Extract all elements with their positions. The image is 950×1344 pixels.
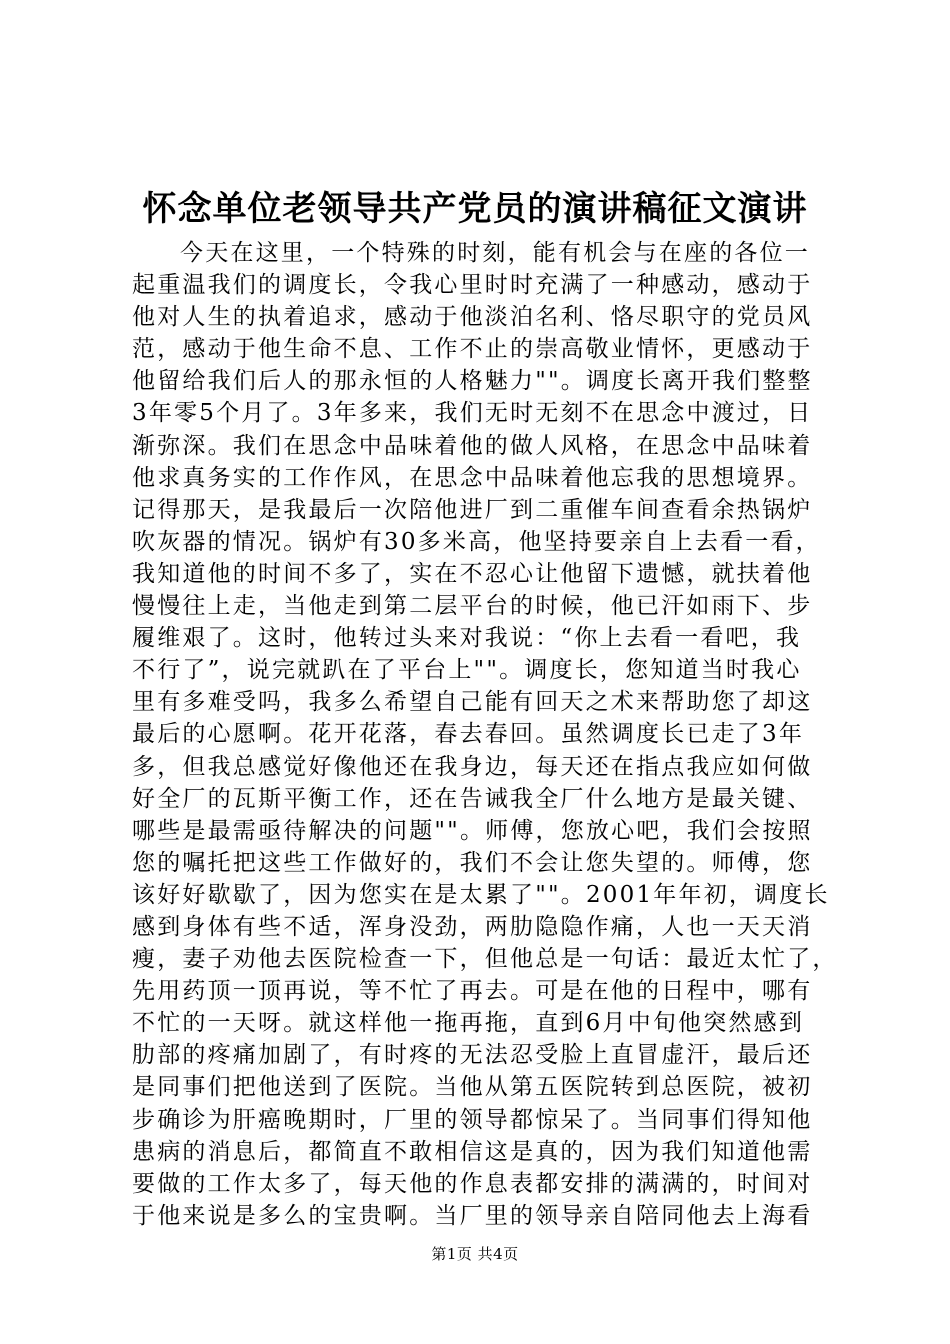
paragraph-line: 今天在这里，一个特殊的时刻，能有机会与在座的各位一 bbox=[180, 240, 810, 266]
paragraph-line: 吹灰器的情况。锅炉有30多米高，他坚持要亲自上去看一看， bbox=[132, 528, 821, 555]
paragraph-line: 慢慢往上走，当他走到第二层平台的时候，他已汗如雨下、步 bbox=[132, 593, 813, 620]
paragraph-line: 患病的消息后，都简直不敢相信这是真的，因为我们知道他需 bbox=[132, 1138, 813, 1165]
paragraph-line: 于他来说是多么的宝贵啊。当厂里的领导亲自陪同他去上海看 bbox=[132, 1202, 813, 1229]
paragraph-line: 好全厂的瓦斯平衡工作，还在告诫我全厂什么地方是最关键、 bbox=[132, 785, 813, 812]
paragraph-line: 肋部的疼痛加剧了，有时疼的无法忍受脸上直冒虚汗，最后还 bbox=[132, 1042, 813, 1069]
paragraph-line: 步确诊为肝癌晚期时，厂里的领导都惊呆了。当同事们得知他 bbox=[132, 1106, 813, 1133]
paragraph-line: 是同事们把他送到了医院。当他从第五医院转到总医院，被初 bbox=[132, 1074, 813, 1101]
paragraph-line: 他对人生的执着追求，感动于他淡泊名利、恪尽职守的党员风 bbox=[132, 304, 813, 331]
paragraph-line: 该好好歇歇了，因为您实在是太累了""。2001年年初，调度长 bbox=[132, 881, 830, 908]
paragraph-line: 瘦，妻子劝他去医院检查一下，但他总是一句话：最近太忙了， bbox=[132, 946, 838, 973]
paragraph-line: 您的嘱托把这些工作做好的，我们不会让您失望的。师傅，您 bbox=[132, 849, 813, 876]
paragraph-line: 多，但我总感觉好像他还在我身边，每天还在指点我应如何做 bbox=[132, 753, 813, 780]
paragraph-line: 履维艰了。这时，他转过头来对我说：“你上去看一看吧，我 bbox=[132, 625, 802, 652]
paragraph-line: 起重温我们的调度长，令我心里时时充满了一种感动，感动于 bbox=[132, 272, 813, 299]
paragraph-line: 哪些是最需亟待解决的问题""。师傅，您放心吧，我们会按照 bbox=[132, 817, 813, 844]
paragraph-line: 他求真务实的工作作风，在思念中品味着他忘我的思想境界。 bbox=[132, 464, 813, 491]
paragraph-line: 记得那天，是我最后一次陪他进厂到二重催车间查看余热锅炉 bbox=[132, 496, 813, 523]
paragraph-line: 最后的心愿啊。花开花落，春去春回。虽然调度长已走了3年 bbox=[132, 721, 805, 748]
document-title: 怀念单位老领导共产党员的演讲稿征文演讲 bbox=[142, 189, 808, 229]
paragraph-line: 不忙的一天呀。就这样他一拖再拖，直到6月中旬他突然感到 bbox=[132, 1010, 805, 1037]
paragraph-line: 我知道他的时间不多了，实在不忍心让他留下遗憾，就扶着他 bbox=[132, 560, 813, 587]
body-paragraph bbox=[132, 237, 842, 1232]
paragraph-line: 范，感动于他生命不息、工作不止的崇高敬业情怀，更感动于 bbox=[132, 336, 813, 363]
paragraph-line: 先用药顶一顶再说，等不忙了再去。可是在他的日程中，哪有 bbox=[132, 978, 813, 1005]
paragraph-line: 3年零5个月了。3年多来，我们无时无刻不在思念中渡过，日 bbox=[132, 400, 813, 427]
paragraph-line: 里有多难受吗，我多么希望自己能有回天之术来帮助您了却这 bbox=[132, 689, 813, 716]
paragraph-line: 渐弥深。我们在思念中品味着他的做人风格，在思念中品味着 bbox=[132, 432, 813, 459]
paragraph-line: 他留给我们后人的那永恒的人格魅力""。调度长离开我们整整 bbox=[132, 368, 813, 395]
paragraph-line: 不行了”，说完就趴在了平台上""。调度长，您知道当时我心 bbox=[132, 657, 802, 684]
paragraph-line: 要做的工作太多了，每天他的作息表都安排的满满的，时间对 bbox=[132, 1170, 813, 1197]
page-footer bbox=[0, 1243, 950, 1265]
page-number-label: 第1页 共4页 bbox=[431, 1245, 519, 1263]
paragraph-line: 感到身体有些不适，浑身没劲，两肋隐隐作痛，人也一天天消 bbox=[132, 913, 813, 940]
